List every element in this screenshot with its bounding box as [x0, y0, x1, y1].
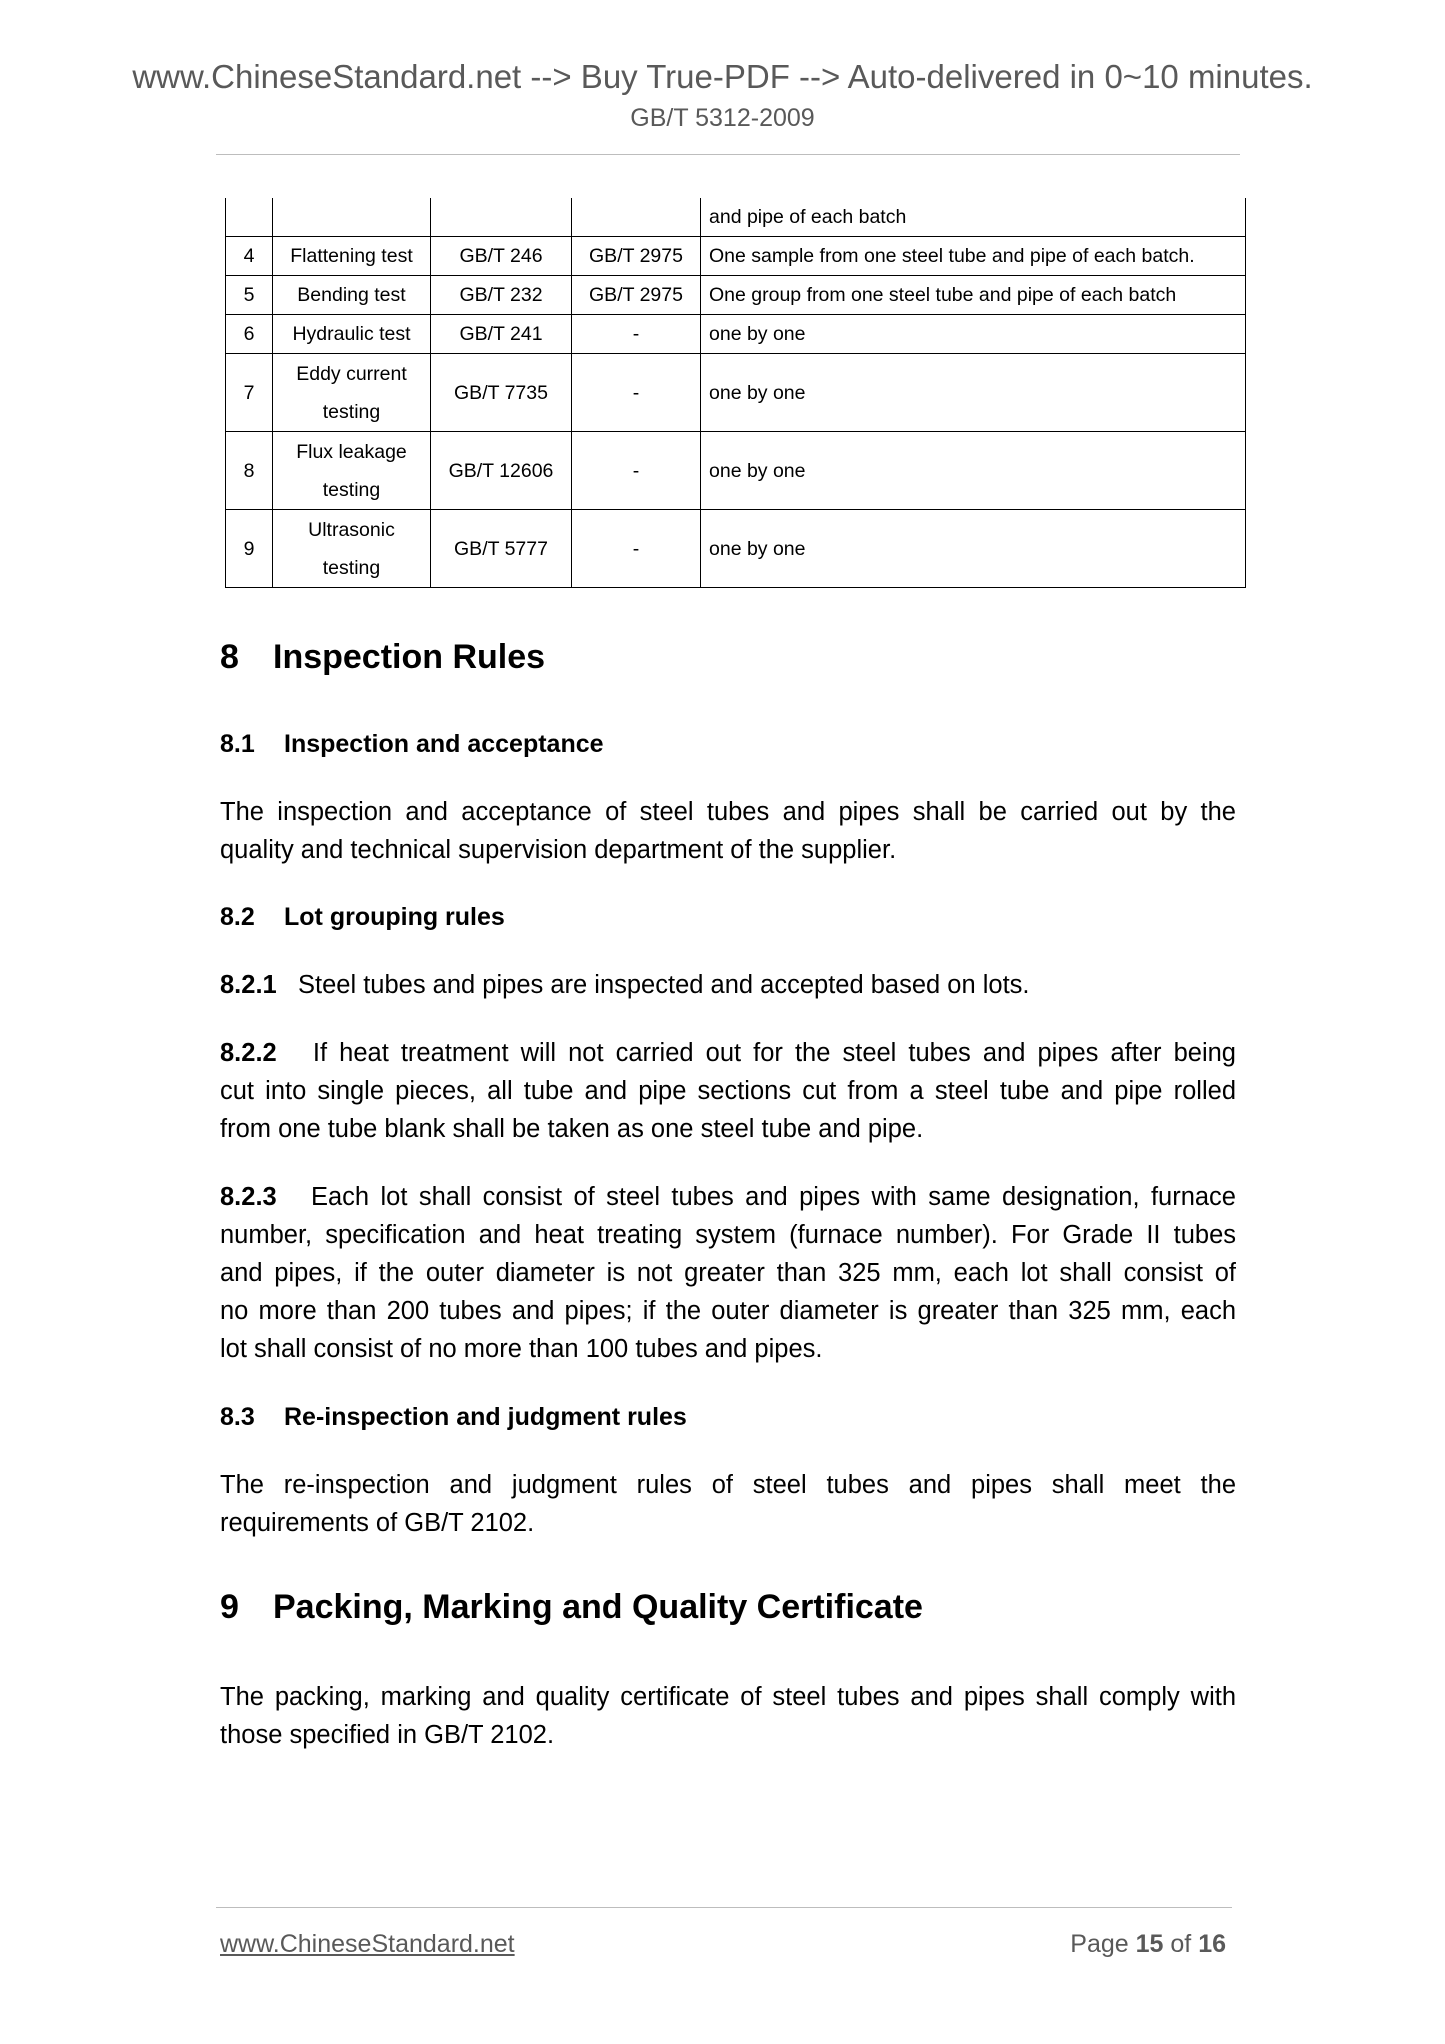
page-indicator	[1070, 1930, 1226, 1959]
table-cell-item-line: Flux leakage	[296, 440, 407, 463]
subsection-title: Lot grouping rules	[284, 903, 505, 931]
table-cell-quantity: one by one	[701, 354, 1246, 432]
clause-number: 8.2.1	[220, 971, 277, 999]
paragraph-line: The packing, marking and quality certificate of steel tubes and pipes shall comply with	[220, 1683, 1236, 1711]
table-cell-quantity: one by one	[701, 315, 1246, 354]
table-cell-no: 4	[226, 237, 273, 276]
table-row	[226, 510, 1246, 588]
table-cell-item: Hydraulic test	[273, 315, 431, 354]
table-cell-no: 8	[226, 432, 273, 510]
paragraph-text: Each lot shall consist of steel tubes and pipes with same designation, furnace	[310, 1183, 1236, 1211]
table-cell-item: Bending test	[273, 276, 431, 315]
header-divider	[216, 154, 1240, 155]
table-cell-sampling: -	[572, 354, 701, 432]
table-row	[226, 432, 1246, 510]
table-cell-no: 6	[226, 315, 273, 354]
table-cell-item	[273, 510, 431, 588]
section-heading-9	[220, 1588, 1236, 1627]
table-cell-no: 7	[226, 354, 273, 432]
table-cell-method: GB/T 246	[431, 237, 572, 276]
table-cell	[273, 198, 431, 237]
paragraph-8-3	[220, 1466, 1236, 1542]
paragraph-text: If heat treatment will not carried out for the steel tubes and pipes after being	[312, 1039, 1236, 1067]
page-of: of	[1170, 1930, 1192, 1958]
table-cell-item: Flattening test	[273, 237, 431, 276]
table-cell-quantity: one by one	[701, 432, 1246, 510]
table-row	[226, 276, 1246, 315]
footer-divider	[216, 1907, 1232, 1908]
table-cell-item-line: testing	[322, 478, 381, 501]
table-cell-method: GB/T 7735	[431, 354, 572, 432]
paragraph-line: The re-inspection and judgment rules of steel tubes and pipes shall meet the	[220, 1471, 1236, 1499]
paragraph-line	[220, 1178, 1236, 1216]
subsection-number: 8.3	[220, 1403, 255, 1431]
page-total: 16	[1198, 1930, 1226, 1958]
table-row	[226, 354, 1246, 432]
page-current: 15	[1135, 1930, 1164, 1958]
page-prefix: Page	[1070, 1930, 1129, 1958]
table-row	[226, 237, 1246, 276]
section-title: Inspection Rules	[273, 638, 546, 676]
section-heading-8	[220, 638, 1236, 677]
paragraph-line: and pipes, if the outer diameter is not greater than 325 mm, each lot shall consist of	[220, 1259, 1236, 1287]
table-cell-method: GB/T 5777	[431, 510, 572, 588]
subsection-heading-8-3	[220, 1403, 1236, 1432]
subsection-heading-8-2	[220, 903, 1236, 932]
inspection-methods-table	[225, 198, 1246, 588]
table-cell-item-line: testing	[322, 556, 381, 579]
subsection-title: Re-inspection and judgment rules	[284, 1403, 687, 1431]
paragraph-line: The inspection and acceptance of steel tubes and pipes shall be carried out by the	[220, 798, 1236, 826]
header-promo-line: www.ChineseStandard.net --> Buy True-PDF --> Auto-delivered in 0~10 minutes.	[132, 58, 1313, 95]
table-cell-item-line: testing	[322, 400, 381, 423]
section-title: Packing, Marking and Quality Certificate	[273, 1588, 923, 1626]
table-row	[226, 315, 1246, 354]
paragraph-line: from one tube blank shall be taken as one steel tube and pipe.	[220, 1115, 924, 1143]
header-standard-number: GB/T 5312-2009	[630, 104, 815, 132]
table-cell-quantity: one by one	[701, 510, 1246, 588]
table-cell	[572, 198, 701, 237]
table-cell-method: GB/T 232	[431, 276, 572, 315]
paragraph-line: cut into single pieces, all tube and pipe sections cut from a steel tube and pipe rolled	[220, 1077, 1236, 1105]
section-number: 9	[220, 1588, 239, 1626]
table-cell-sampling: GB/T 2975	[572, 276, 701, 315]
table-row-continuation	[226, 198, 1246, 237]
paragraph-8-2-1	[220, 966, 1236, 1004]
footer-site-link[interactable]: www.ChineseStandard.net	[220, 1930, 515, 1958]
subsection-number: 8.1	[220, 730, 255, 758]
paragraph-line: quality and technical supervision department of the supplier.	[220, 836, 897, 864]
section-number: 8	[220, 638, 239, 676]
table-cell-item	[273, 354, 431, 432]
table-cell-no: 9	[226, 510, 273, 588]
paragraph-line: lot shall consist of no more than 100 tubes and pipes.	[220, 1335, 823, 1363]
paragraph-line: number, specification and heat treating system (furnace number). For Grade II tubes	[220, 1221, 1236, 1249]
table-cell	[226, 198, 273, 237]
clause-number: 8.2.3	[220, 1183, 277, 1211]
paragraph-line: Steel tubes and pipes are inspected and accepted based on lots.	[297, 971, 1030, 999]
paragraph-line	[220, 1034, 1236, 1072]
table-cell-no: 5	[226, 276, 273, 315]
table-cell-item	[273, 432, 431, 510]
paragraph-line: requirements of GB/T 2102.	[220, 1509, 535, 1537]
clause-number: 8.2.2	[220, 1039, 277, 1067]
paragraph-line: those specified in GB/T 2102.	[220, 1721, 555, 1749]
table-cell	[431, 198, 572, 237]
table-cell-quantity: One group from one steel tube and pipe of each batch	[701, 276, 1246, 315]
table-cell-item-line: Ultrasonic	[308, 518, 395, 541]
table-cell-method: GB/T 12606	[431, 432, 572, 510]
subsection-number: 8.2	[220, 903, 255, 931]
table-cell-sampling: -	[572, 432, 701, 510]
paragraph-9	[220, 1678, 1236, 1754]
paragraph-8-2-2	[220, 1034, 1236, 1148]
table-cell-sampling: GB/T 2975	[572, 237, 701, 276]
subsection-heading-8-1	[220, 730, 1236, 759]
paragraph-8-2-3	[220, 1178, 1236, 1368]
paragraph-line: no more than 200 tubes and pipes; if the outer diameter is greater than 325 mm, each	[220, 1297, 1236, 1325]
table-cell-sampling: -	[572, 510, 701, 588]
table-cell-sampling: -	[572, 315, 701, 354]
table-cell-method: GB/T 241	[431, 315, 572, 354]
table-cell-quantity: and pipe of each batch	[701, 198, 1246, 237]
table-cell-quantity: One sample from one steel tube and pipe of each batch.	[701, 237, 1246, 276]
table-cell-item-line: Eddy current	[296, 362, 407, 385]
subsection-title: Inspection and acceptance	[284, 730, 604, 758]
paragraph-8-1	[220, 793, 1236, 869]
